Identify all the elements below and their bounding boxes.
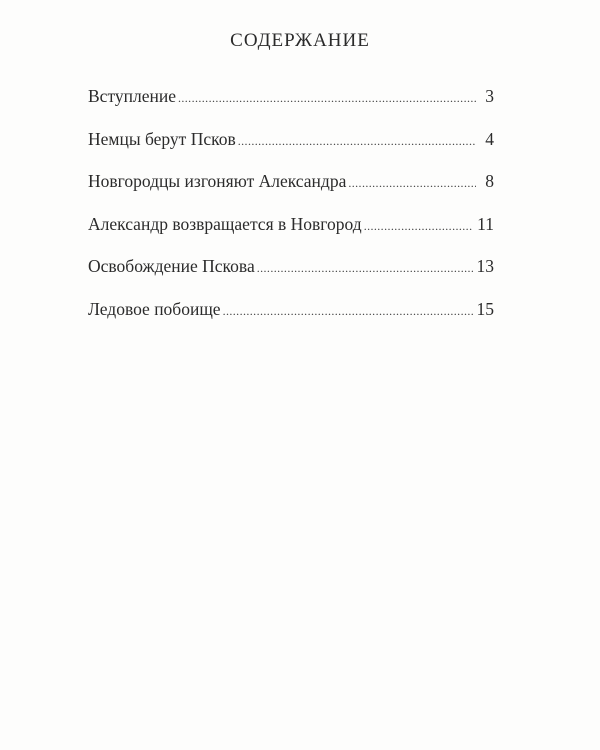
toc-entry-page: 13 [476,256,494,276]
toc-entry-label: Александр возвращается в Новгород [88,213,362,234]
toc-entry-page: 4 [485,128,494,149]
toc-entry-label: Немцы берут Псков [88,128,236,149]
toc-entry-label: Вступление [88,86,176,106]
toc-entry [88,256,494,299]
toc-entry [88,214,494,257]
toc-entry-page: 15 [476,298,494,319]
toc-entry-label: Новгородцы изгоняют Александра [88,171,347,191]
dot-leader [238,131,476,151]
page-title: СОДЕРЖАНИЕ [230,30,370,51]
dot-leader [257,258,473,278]
toc-entry-label: Ледовое побоище [88,298,221,319]
dot-leader [223,301,473,321]
toc-entry-page: 11 [477,213,494,234]
table-of-contents [88,86,494,341]
dot-leader [178,88,476,108]
dot-leader [348,173,476,193]
dot-leader [364,216,473,236]
toc-entry [88,171,494,214]
toc-entry [88,129,494,172]
toc-entry-page: 8 [485,171,494,191]
toc-entry-label: Освобождение Пскова [88,256,255,276]
toc-entry-page: 3 [485,86,494,106]
toc-entry [88,299,494,342]
toc-entry [88,86,494,129]
